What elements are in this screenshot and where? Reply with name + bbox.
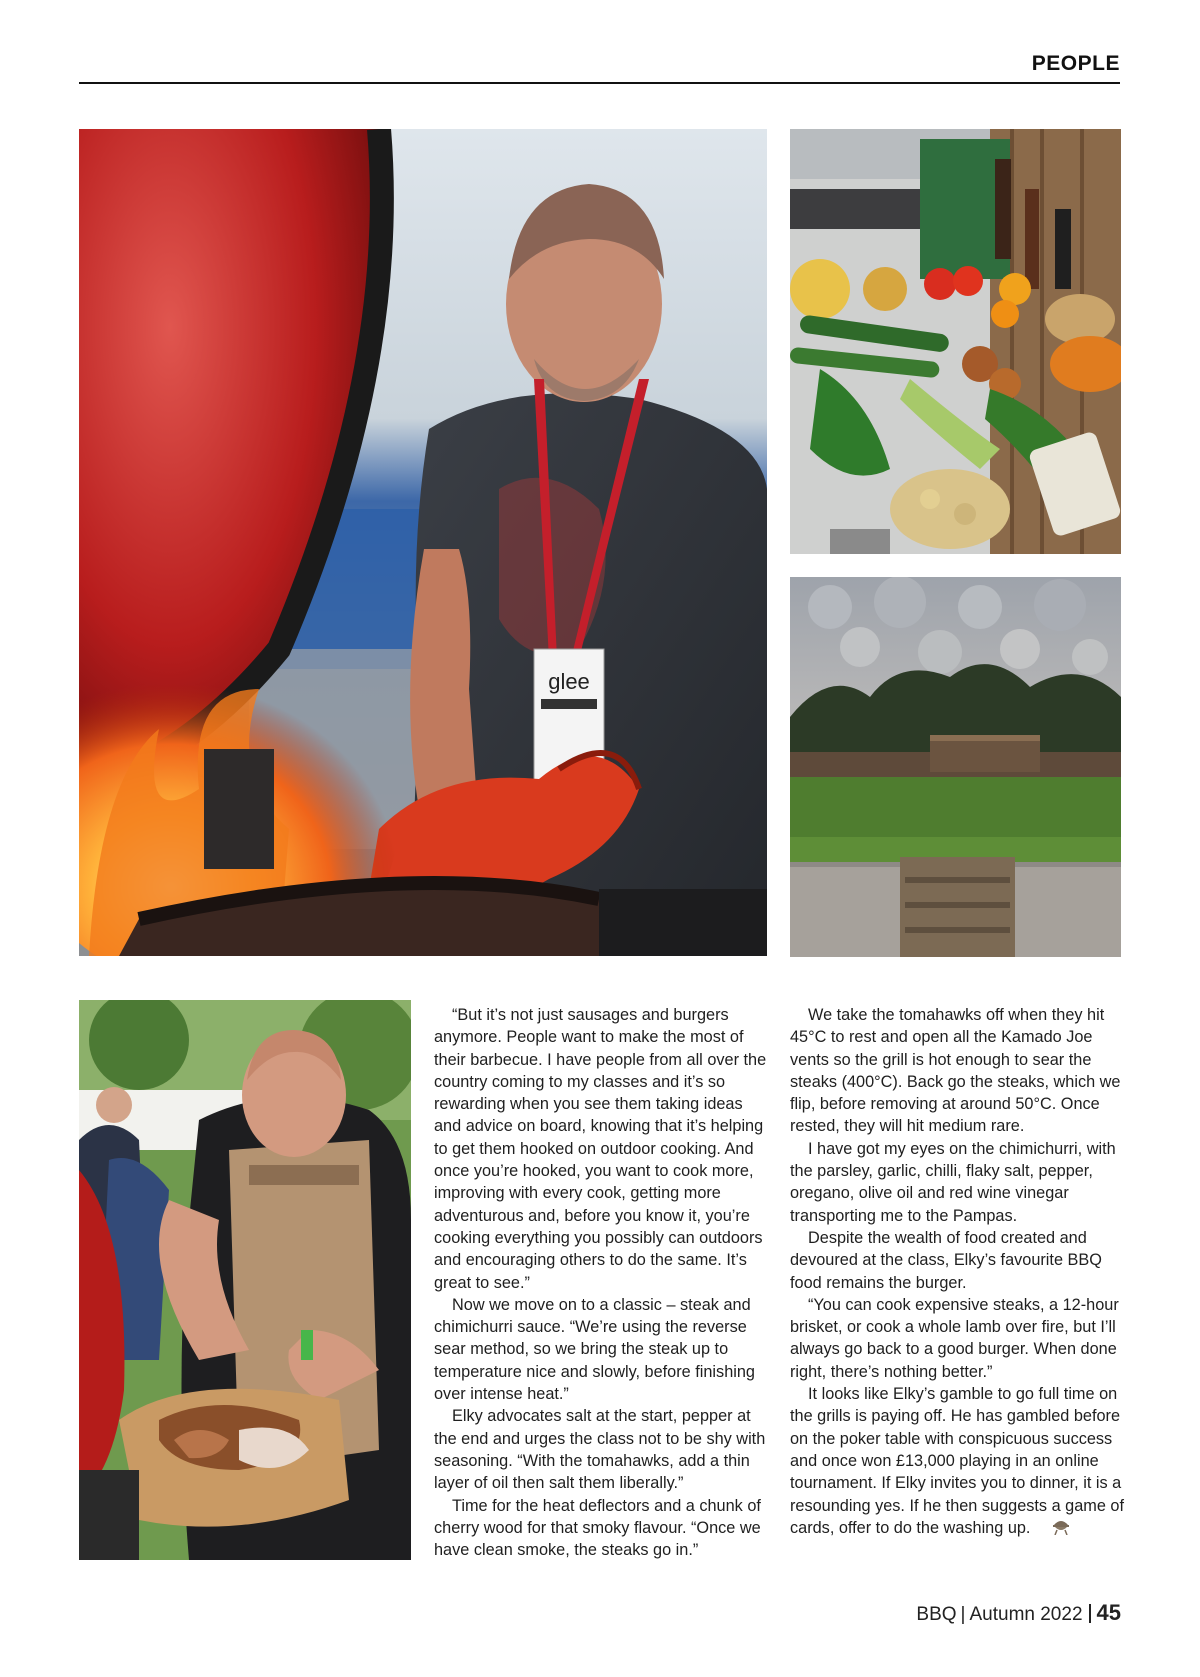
article-paragraph-text: It looks like Elky’s gamble to go full time on the grills is paying off. He has gambled before on the poker table with conspicuous success and once won £13,000 playing in an online tournament. If Elky invites you to dinner, it is a resounding yes. If he then suggests a game of cards, offer to do the washing up. xyxy=(790,1385,1124,1537)
issue-label: Autumn 2022 xyxy=(969,1604,1083,1625)
photo-grill-master xyxy=(79,129,767,956)
magazine-name: BBQ xyxy=(916,1604,957,1625)
article-paragraph: Elky advocates salt at the start, pepper at the end and urges the class not to be shy with seasoning. “With the tomahawks, add a thin layer of oil then salt them liberally.” xyxy=(434,1407,766,1493)
photo-carving-meat xyxy=(79,1000,411,1560)
footer-divider: | xyxy=(960,1604,966,1625)
article-paragraph: Now we move on to a classic – steak and chimichurri sauce. “We’re using the reverse sear method, so we bring the steak up to temperature nice and slowly, before finishing over intense heat.” xyxy=(434,1295,755,1404)
article-paragraph: “You can cook expensive steaks, a 12-hour brisket, or cook a whole lamb over fire, but I’ll always go back to a good burger. When done right, there’s nothing better.” xyxy=(790,1295,1119,1381)
article-paragraph: “But it’s not just sausages and burgers anymore. People want to make the most of their barbecue. I have people from all over the country coming to my classes and it’s so rewarding when you see them taking ideas and advice on board, knowing that it’s helping to get them hooked on outdoor cooking. And once you’re hooked, you want to cook more, improving with every cook, getting more adventurous and, before you know it, you’re cooking everything you possibly can outdoors and encouraging others to do the same. It’s great to see.” xyxy=(434,1006,767,1292)
page-number: 45 xyxy=(1096,1600,1121,1625)
article-paragraph: I have got my eyes on the chimichurri, with the parsley, garlic, chilli, flaky salt, pepper, oregano, olive oil and red wine vinegar transporting me to the Pampas. xyxy=(790,1139,1116,1225)
article-column-middle xyxy=(434,1004,768,1561)
article-paragraph-final xyxy=(790,1383,1124,1541)
section-label: PEOPLE xyxy=(1031,52,1120,75)
page-footer xyxy=(916,1600,1121,1626)
badge-text: glee xyxy=(548,669,590,694)
bbq-grill-icon xyxy=(1034,1519,1070,1541)
article-paragraph: Despite the wealth of food created and devoured at the class, Elky’s favourite BBQ food remains the burger. xyxy=(790,1228,1102,1292)
photo-ingredients-table xyxy=(790,129,1121,554)
header-rule xyxy=(79,82,1120,84)
footer-bar xyxy=(1089,1604,1091,1623)
article-paragraph: Time for the heat deflectors and a chunk of cherry wood for that smoky flavour. “Once we have clean smoke, the steaks go in.” xyxy=(434,1496,761,1560)
photo-garden-outdoor-kitchen xyxy=(790,577,1121,957)
article-paragraph: We take the tomahawks off when they hit 45°C to rest and open all the Kamado Joe vents so the grill is hot enough to sear the steaks (400°C). Back go the steaks, which we flip, before removing at around 50°C. Once rested, they will hit medium rare. xyxy=(790,1006,1121,1136)
article-column-right xyxy=(790,1004,1124,1541)
